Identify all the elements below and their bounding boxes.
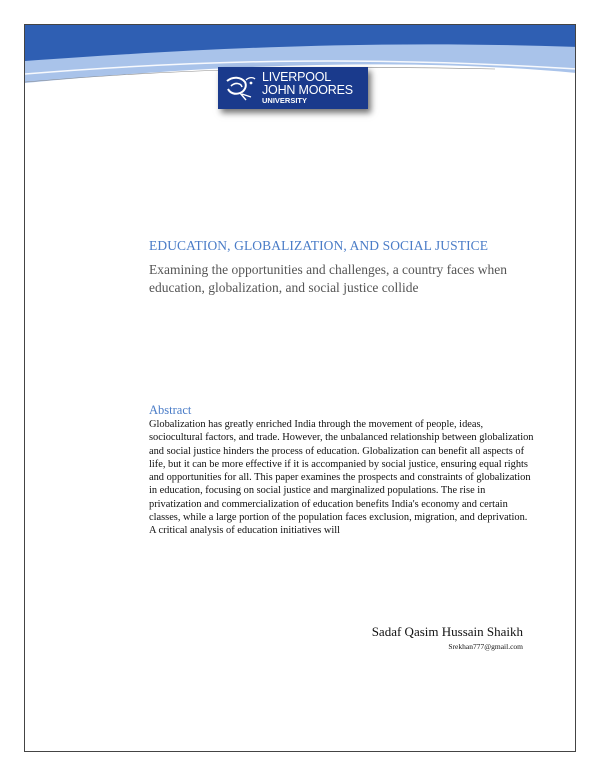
logo-line-john-moores: JOHN MOORES — [262, 82, 353, 97]
abstract-body: Globalization has greatly enriched India through the movement of people, ideas, sociocultural factors, and trade. However, the unbalanced relationship between globalization and social justice hinders the process of education. Globalization can benefit all aspects of life, but it can be more effective if it is accompanied by social justice, ensuring equal rights and opportunities for all. This paper examines the prospects and constraints of globalization in education, focusing on social justice and marginalized populations. The rise in privatization and commercialization of education benefits India's economy and certain classes, while a large portion of the population faces exclusion, migration, and deprivation. A critical analysis of education initiatives will — [149, 419, 534, 537]
abstract-heading: Abstract — [149, 403, 192, 417]
author-name: Sadaf Qasim Hussain Shaikh — [371, 624, 523, 639]
logo-line-university: UNIVERSITY — [262, 96, 308, 106]
liver-bird-icon — [218, 67, 262, 109]
document-title: EDUCATION, GLOBALIZATION, AND SOCIAL JUSTICE — [149, 238, 489, 253]
university-logo — [218, 67, 368, 109]
document-subtitle: Examining the opportunities and challenges, a country faces when education, globalization, and social justice collide — [149, 262, 508, 295]
logo-line-liverpool: LIVERPOOL — [262, 70, 332, 85]
document-page — [24, 24, 576, 752]
author-email: Srekhan777@gmail.com — [448, 642, 523, 651]
